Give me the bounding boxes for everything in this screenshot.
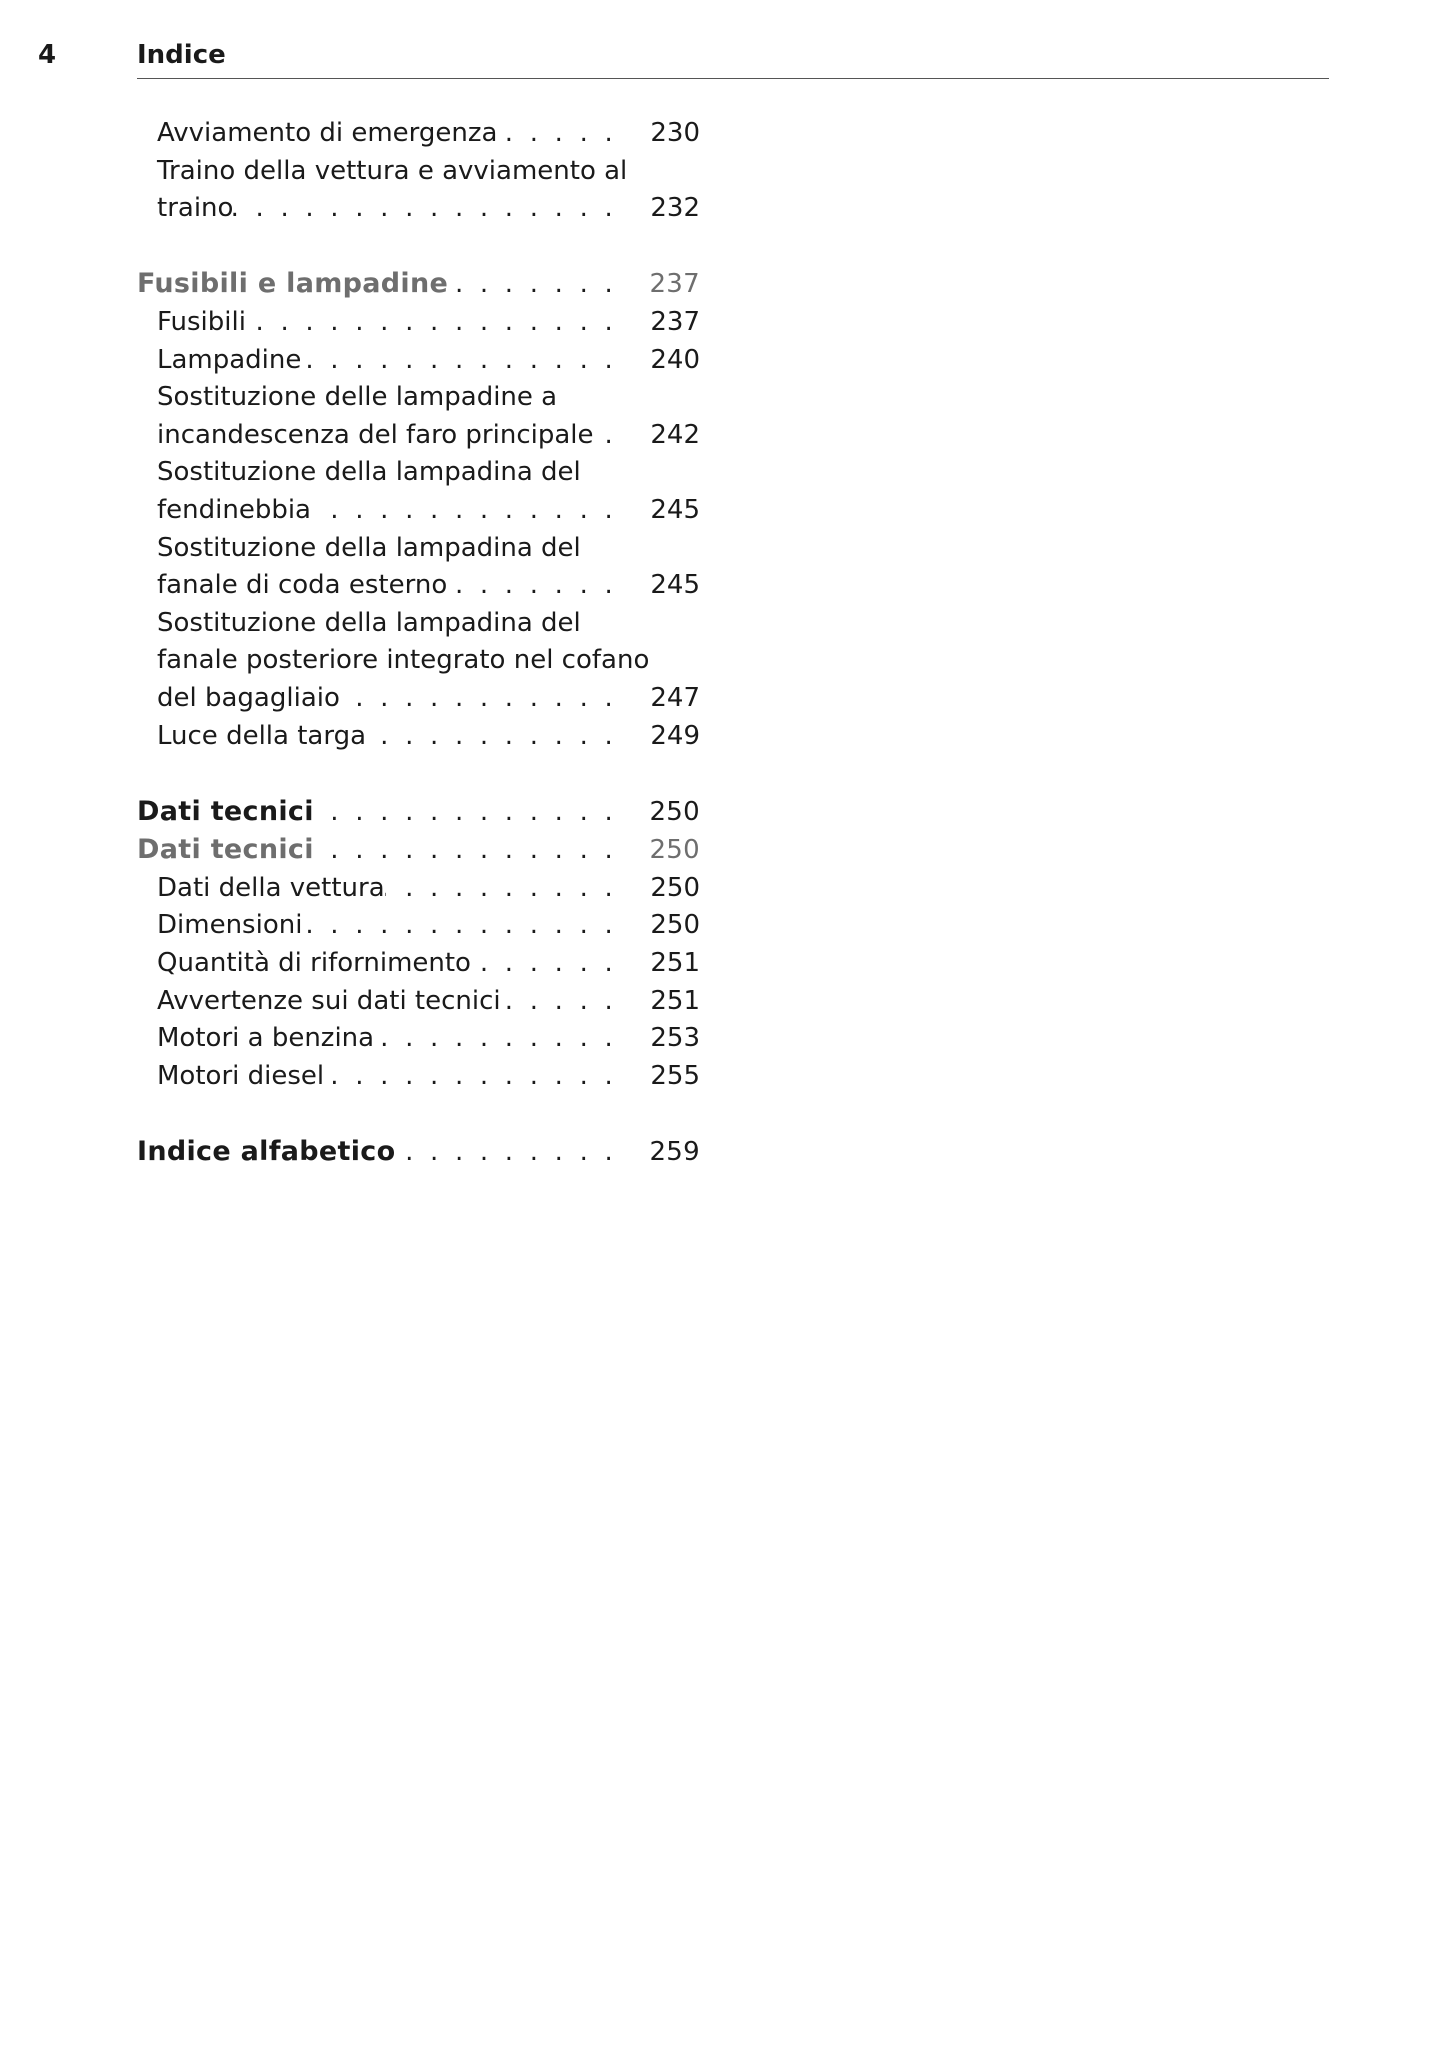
toc-entry-line: [157, 1058, 700, 1096]
toc-leader-dots: [233, 190, 617, 228]
toc-entry-line: [157, 605, 700, 643]
toc-entry[interactable]: [137, 718, 700, 756]
toc-entry-title: Motori a benzina: [157, 1023, 375, 1054]
toc-entry[interactable]: [137, 454, 700, 529]
toc-entry-line: [157, 417, 700, 455]
toc-leader-dots: [448, 266, 617, 304]
toc-leader-dots: [311, 492, 617, 530]
toc-entry-title: Sostituzione della lampadina del: [157, 532, 581, 563]
toc-entry[interactable]: [137, 153, 700, 228]
toc-entry-line: [157, 530, 700, 568]
toc-entry[interactable]: [137, 342, 700, 380]
toc-entry-title: fendinebbia: [157, 494, 311, 525]
toc-entry-line: [157, 342, 700, 380]
toc-leader-dots: [302, 907, 617, 945]
toc-leader-dots: [246, 304, 617, 342]
toc-page-number: 237: [649, 269, 700, 300]
toc-entry-title: Fusibili e lampadine: [137, 268, 449, 300]
toc-entry[interactable]: [137, 983, 700, 1021]
toc-leader-dots: [447, 567, 617, 605]
toc-entry[interactable]: [137, 907, 700, 945]
toc-leader-dots: [501, 983, 617, 1021]
toc-entry-line: [157, 567, 700, 605]
toc-entry[interactable]: [137, 379, 700, 454]
toc-leader-dots: [366, 718, 617, 756]
toc-entry-line: [157, 304, 700, 342]
toc-page-number: 253: [650, 1023, 700, 1054]
toc-entry-line: [157, 1020, 700, 1058]
toc-entry-line: [157, 870, 700, 908]
toc-entry-title: del bagagliaio: [157, 682, 340, 713]
toc-page-number: 240: [650, 344, 700, 375]
toc-entry-line: [157, 190, 700, 228]
toc-entry-line: [137, 793, 700, 832]
toc-page-number: 251: [650, 948, 700, 979]
table-of-contents: [137, 115, 700, 1172]
toc-leader-dots: [340, 680, 617, 718]
toc-entry-title: Traino della vettura e avviamento al: [157, 155, 628, 186]
toc-entry-title: Avviamento di emergenza: [157, 118, 498, 148]
toc-entry-title: Fusibili: [157, 306, 246, 337]
toc-leader-dots: [395, 1134, 617, 1172]
toc-section-entry[interactable]: [137, 793, 700, 832]
toc-entry-line: [157, 718, 700, 756]
toc-page-number: 255: [650, 1060, 700, 1091]
toc-entry-title: Lampadine: [157, 344, 302, 375]
toc-entry[interactable]: [137, 304, 700, 342]
toc-leader-dots: [497, 115, 617, 153]
header-divider: [137, 78, 1329, 79]
toc-page-number: 230: [650, 118, 700, 148]
toc-entry-title: Luce della targa: [157, 720, 367, 751]
toc-entry-title: Avvertenze sui dati tecnici: [157, 985, 501, 1016]
toc-entry-title: Dati tecnici: [137, 834, 314, 866]
toc-page-number: 245: [650, 570, 700, 601]
toc-entry-line: [157, 115, 700, 153]
toc-entry-line: [137, 831, 700, 870]
toc-entry[interactable]: [137, 870, 700, 908]
toc-section-entry[interactable]: [137, 265, 700, 304]
toc-entry-line: [157, 983, 700, 1021]
page-title: Indice: [137, 40, 226, 70]
toc-leader-dots: [314, 832, 617, 870]
toc-page-number: 245: [650, 494, 700, 525]
toc-entry-title: Indice alfabetico: [137, 1136, 396, 1168]
toc-entry-line: [137, 1133, 700, 1172]
toc-leader-dots: [385, 870, 617, 908]
toc-page-number: 250: [650, 872, 700, 903]
toc-entry[interactable]: [137, 605, 700, 718]
toc-entry-title: Quantità di rifornimento: [157, 948, 471, 979]
toc-page-number: 259: [649, 1137, 700, 1168]
toc-entry-title: Motori diesel: [157, 1060, 325, 1091]
toc-entry[interactable]: [137, 115, 700, 153]
toc-leader-dots: [324, 1058, 617, 1096]
toc-leader-dots: [594, 417, 617, 455]
toc-entry-line: [157, 680, 700, 718]
toc-leader-dots: [471, 945, 617, 983]
toc-page-number: 232: [650, 193, 700, 224]
toc-entry[interactable]: [137, 1020, 700, 1058]
toc-entry-line: [157, 379, 700, 417]
toc-entry-title: Sostituzione della lampadina del: [157, 607, 581, 638]
toc-entry-title: incandescenza del faro principale: [157, 419, 594, 450]
toc-entry-title: Sostituzione della lampadina del: [157, 457, 581, 488]
toc-entry-title: Dati della vettura: [157, 872, 385, 903]
toc-entry[interactable]: [137, 1058, 700, 1096]
toc-page-number: 249: [650, 720, 700, 751]
page-number: 4: [38, 40, 57, 70]
toc-section-entry[interactable]: [137, 831, 700, 870]
toc-section-entry[interactable]: [137, 1133, 700, 1172]
toc-page-number: 247: [650, 682, 700, 713]
toc-leader-dots: [314, 794, 617, 832]
toc-entry-line: [157, 945, 700, 983]
toc-entry-line: [137, 265, 700, 304]
toc-entry-line: [157, 492, 700, 530]
toc-page-number: 250: [649, 796, 700, 827]
toc-page-number: 250: [650, 910, 700, 941]
toc-entry-title: fanale di coda esterno: [157, 570, 448, 601]
toc-entry[interactable]: [137, 945, 700, 983]
toc-entry-line: [157, 907, 700, 945]
toc-entry-line: [157, 454, 700, 492]
toc-leader-dots: [374, 1020, 617, 1058]
toc-page-number: 250: [649, 835, 700, 866]
toc-entry[interactable]: [137, 530, 700, 605]
toc-page-number: 251: [650, 985, 700, 1016]
toc-entry-title: Dimensioni: [157, 910, 303, 941]
toc-leader-dots: [301, 342, 617, 380]
toc-entry-title: Sostituzione delle lampadine a: [157, 382, 558, 413]
toc-page-number: 237: [650, 306, 700, 337]
toc-entry-line: [157, 642, 700, 680]
toc-entry-title: Dati tecnici: [137, 795, 314, 827]
toc-page-number: 242: [650, 419, 700, 450]
toc-entry-line: [157, 153, 700, 191]
toc-entry-title: traino: [157, 193, 234, 224]
toc-entry-title: fanale posteriore integrato nel cofano: [157, 645, 650, 676]
